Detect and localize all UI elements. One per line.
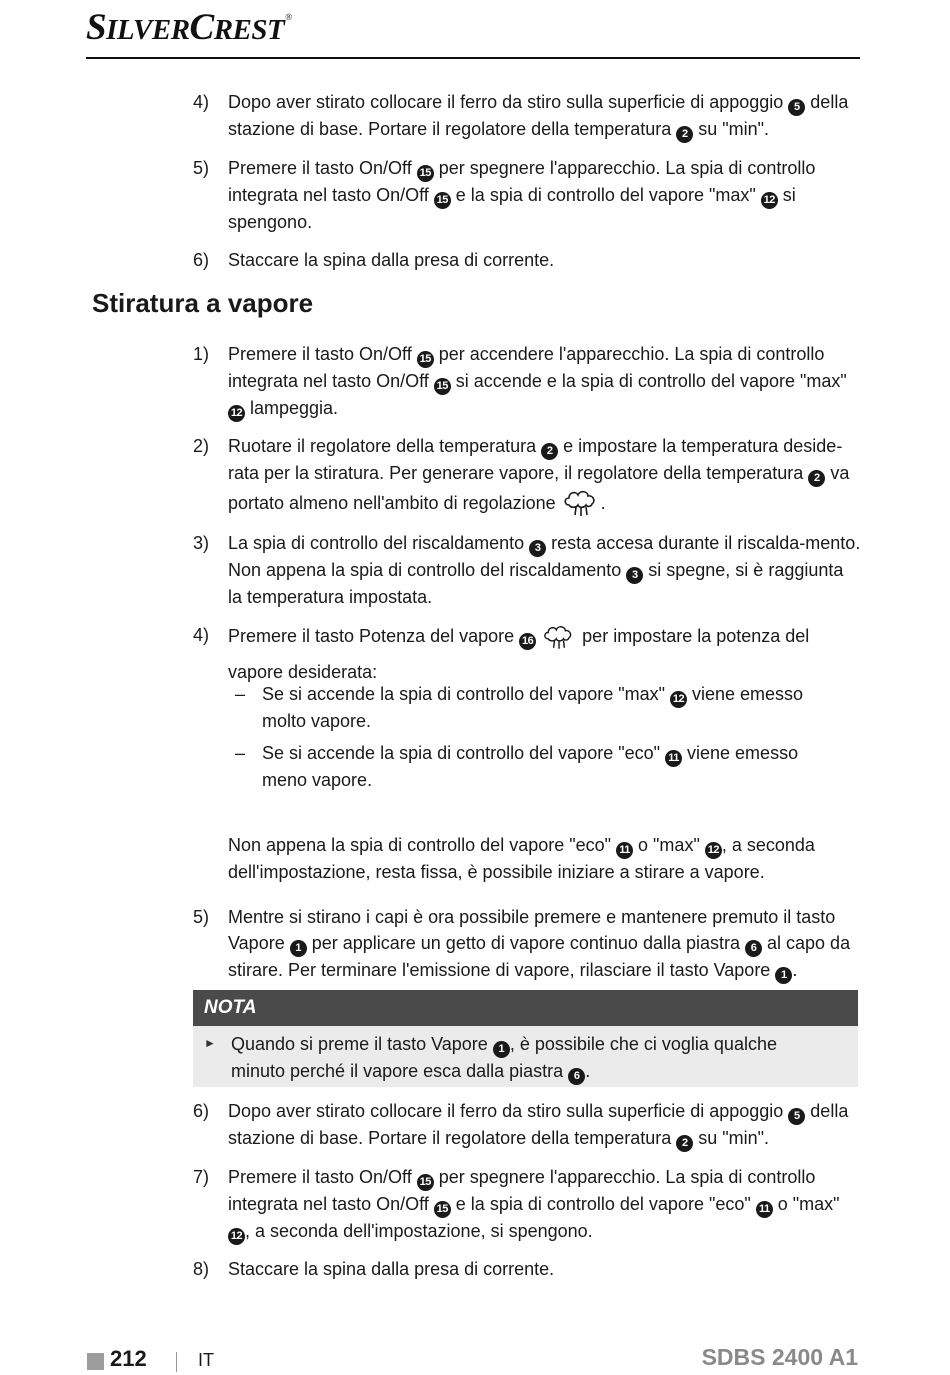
- ref-badge: 2: [808, 470, 825, 487]
- item-number: 8): [193, 1259, 210, 1279]
- ref-badge: 11: [616, 842, 633, 859]
- ref-badge: 1: [290, 940, 307, 957]
- brand-logo: SILVERCREST®: [86, 7, 292, 48]
- footer-square: [87, 1353, 104, 1370]
- ref-badge: 15: [434, 1201, 451, 1218]
- item-number: 4): [193, 625, 210, 645]
- list-item: 4) Dopo aver stirato collocare il ferro da stiro sulla superficie di appoggio 5 della stazione di base. Portare il regolatore della temperatura 2 su "min".: [193, 89, 861, 143]
- ref-badge: 3: [626, 567, 643, 584]
- nota-text: Quando si preme il tasto Vapore 1 , è possibile che ci voglia qualche minuto perché il vapore esca dalla piastra 6 .: [231, 1031, 831, 1085]
- item-number: 3): [193, 533, 210, 553]
- ref-badge: 15: [434, 378, 451, 395]
- ref-badge: 11: [756, 1201, 773, 1218]
- item-number: 7): [193, 1167, 210, 1187]
- model-number: SDBS 2400 A1: [701, 1344, 858, 1370]
- item-number: 5): [193, 907, 210, 927]
- item-number: 6): [193, 250, 210, 270]
- ref-badge: 3: [529, 540, 546, 557]
- item-number: 4): [193, 92, 210, 112]
- list-item: 2) Ruotare il regolatore della temperatura 2 e impostare la temperatura deside-rata per la stiratura. Per generare vapore, il regolatore della temperatura 2 va portato almeno nell'ambito di regolazione .: [193, 433, 861, 526]
- ref-badge: 5: [788, 1108, 805, 1125]
- arrow-bullet-icon: ►: [204, 1036, 216, 1050]
- ref-badge: 11: [665, 750, 682, 767]
- list-item: 5) Premere il tasto On/Off 15 per spegnere l'apparecchio. La spia di controllo integrata nel tasto On/Off 15 e la spia di controllo del vapore "max" 12 si spengono.: [193, 155, 861, 235]
- ref-badge: 2: [676, 126, 693, 143]
- list-item: 1) Premere il tasto On/Off 15 per accendere l'apparecchio. La spia di controllo integrata nel tasto On/Off 15 si accende e la spia di controllo del vapore "max" 12 lampeggia.: [193, 341, 861, 422]
- paragraph: Non appena la spia di controllo del vapore "eco" 11 o "max" 12 , a seconda dell'impostazione, resta fissa, è possibile iniziare a stirare a vapore.: [228, 835, 815, 882]
- ref-badge: 6: [745, 940, 762, 957]
- ref-badge: 1: [493, 1041, 510, 1058]
- steam-symbol-icon: [561, 487, 601, 526]
- list-item: 4) Premere il tasto Potenza del vapore 16 per impostare la potenza del vapore desiderata:: [193, 622, 861, 685]
- nota-heading: NOTA: [193, 990, 858, 1026]
- ref-badge: 15: [417, 165, 434, 182]
- item-number: 5): [193, 158, 210, 178]
- section-title: Stiratura a vapore: [92, 288, 314, 318]
- ref-badge: 12: [670, 691, 687, 708]
- list-item: 3) La spia di controllo del riscaldamento 3 resta accesa durante il riscalda-mento. Non appena la spia di controllo del riscaldamento 3 si spegne, si è raggiunta la temperatura impostata.: [193, 530, 861, 610]
- ref-badge: 16: [519, 633, 536, 650]
- ref-badge: 2: [541, 443, 558, 460]
- footer-divider: [176, 1352, 177, 1372]
- ref-badge: 6: [568, 1068, 585, 1085]
- ref-badge: 12: [705, 842, 722, 859]
- ref-badge: 1: [775, 967, 792, 984]
- list-item: 5) Mentre si stirano i capi è ora possibile premere e mantenere premuto il tasto Vapore 1 per applicare un getto di vapore continuo dalla piastra 6 al capo da stirare. Per terminare l'emissione di vapore, rilasciare il tasto Vapore 1 .: [193, 904, 861, 984]
- item-number: 6): [193, 1101, 210, 1121]
- list-item: 7) Premere il tasto On/Off 15 per spegnere l'apparecchio. La spia di controllo integrata nel tasto On/Off 15 e la spia di controllo del vapore "eco" 11 o "max" 12 , a seconda dell'impostazione, si spengono.: [193, 1164, 861, 1245]
- header-rule: [86, 57, 860, 59]
- ref-badge: 2: [676, 1135, 693, 1152]
- item-number: 2): [193, 436, 210, 456]
- sub-list-item: – Se si accende la spia di controllo del vapore "eco" 11 viene emesso meno vapore.: [235, 743, 799, 790]
- ref-badge: 12: [228, 405, 245, 422]
- ref-badge: 15: [417, 351, 434, 368]
- list-item: 6) Dopo aver stirato collocare il ferro da stiro sulla superficie di appoggio 5 della stazione di base. Portare il regolatore della temperatura 2 su "min".: [193, 1098, 861, 1152]
- ref-badge: 15: [434, 192, 451, 209]
- sub-list-item: – Se si accende la spia di controllo del vapore "max" 12 viene emesso molto vapore.: [235, 684, 804, 731]
- ref-badge: 12: [761, 192, 778, 209]
- page-number: 212: [110, 1346, 147, 1371]
- list-item: 8) Staccare la spina dalla presa di corrente.: [193, 1256, 861, 1282]
- ref-badge: 5: [788, 99, 805, 116]
- ref-badge: 15: [417, 1174, 434, 1191]
- language-code: IT: [198, 1350, 214, 1370]
- nota-box: [193, 1026, 858, 1087]
- item-number: 1): [193, 344, 210, 364]
- steam-symbol-icon: [541, 622, 577, 659]
- ref-badge: 12: [228, 1228, 245, 1245]
- list-item: 6) Staccare la spina dalla presa di corrente.: [193, 247, 861, 273]
